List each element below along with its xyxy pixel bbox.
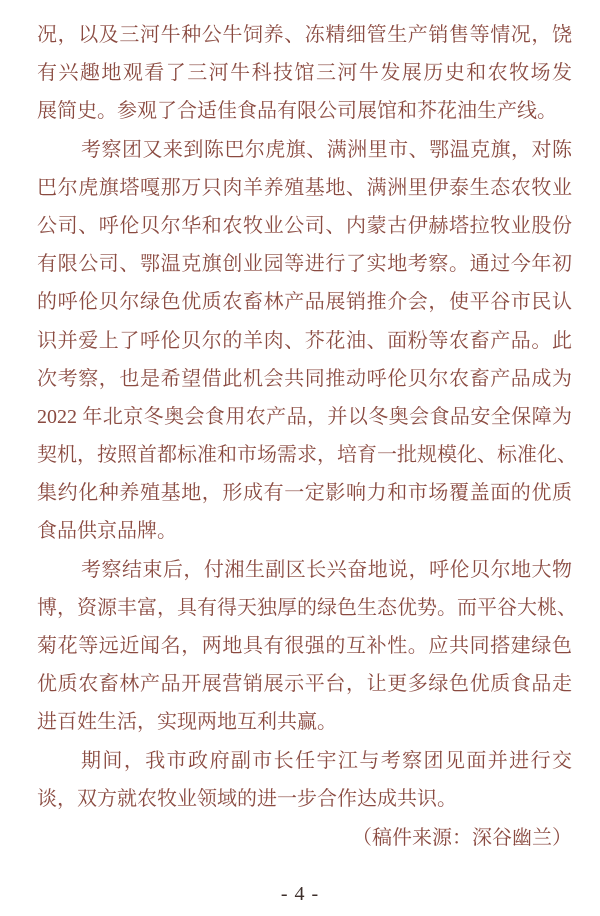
- text-line: 考察结束后，付湘生副区长兴奋地说，呼伦贝尔地大物: [81, 558, 572, 581]
- text-line: 进百姓生活，实现两地互利共赢。: [37, 711, 337, 734]
- text-line: 展简史。参观了合适佳食品有限公司展馆和芥花油生产线。: [37, 100, 557, 123]
- document-body: [37, 16, 577, 857]
- text-line: 的呼伦贝尔绿色优质农畜林产品展销推介会，使平谷市民认: [37, 291, 572, 314]
- text-line: 食品供京品牌。: [37, 520, 177, 543]
- text-line: 契机，按照首都标准和市场需求，培育一批规模化、标准化、: [37, 444, 577, 467]
- text-line: 公司、呼伦贝尔华和农牧业公司、内蒙古伊赫塔拉牧业股份: [37, 214, 572, 237]
- text-line: 次考察，也是希望借此机会共同推动呼伦贝尔农畜产品成为: [37, 367, 572, 390]
- text-line: 识并爱上了呼伦贝尔的羊肉、芥花油、面粉等农畜产品。此: [37, 329, 572, 352]
- page-number: - 4 -: [280, 883, 320, 905]
- text-line: 有限公司、鄂温克旗创业园等进行了实地考察。通过今年初: [37, 253, 572, 276]
- text-line: 考察团又来到陈巴尔虎旗、满洲里市、鄂温克旗，对陈: [81, 138, 572, 161]
- text-line: 集约化种养殖基地，形成有一定影响力和市场覆盖面的优质: [37, 482, 572, 505]
- text-line: 谈，双方就农牧业领域的进一步合作达成共识。: [37, 787, 457, 810]
- text-line: 博，资源丰富，具有得天独厚的绿色生态优势。而平谷大桃、: [37, 596, 577, 619]
- text-line: 况，以及三河牛种公牛饲养、冻精细管生产销售等情况，饶: [37, 24, 572, 46]
- text-line: 菊花等远近闻名，两地具有很强的互补性。应共同搭建绿色: [37, 635, 572, 657]
- text-line: 优质农畜林产品开展营销展示平台，让更多绿色优质食品走: [37, 673, 572, 696]
- text-line: 有兴趣地观看了三河牛科技馆三河牛发展历史和农牧场发: [37, 62, 572, 85]
- text-line: 2022 年北京冬奥会食用农产品，并以冬奥会食品安全保障为: [37, 405, 572, 428]
- attribution-line: （稿件来源：深谷幽兰）: [352, 826, 572, 849]
- text-line: 巴尔虎旗塔嘎那万只肉羊养殖基地、满洲里伊泰生态农牧业: [37, 176, 572, 199]
- text-line: 期间，我市政府副市长任宇江与考察团见面并进行交: [81, 749, 572, 772]
